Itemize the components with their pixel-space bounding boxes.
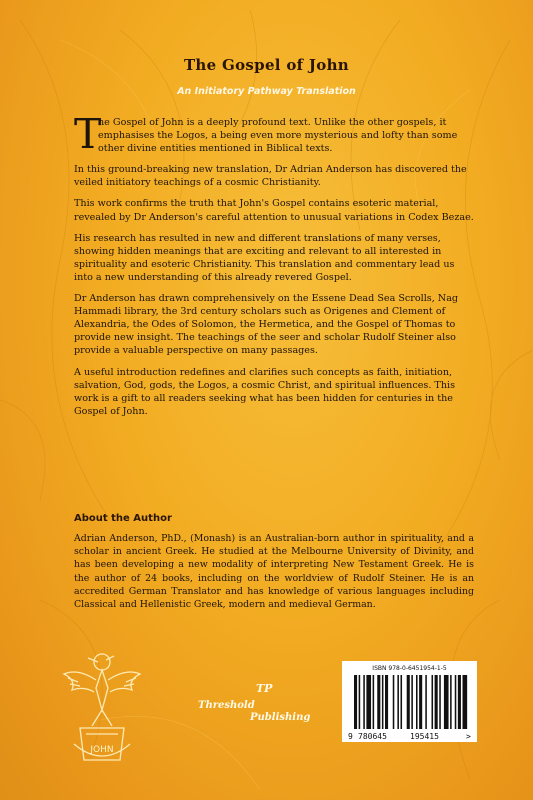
about-author-heading: About the Author: [74, 513, 172, 524]
emblem-text: JOHN: [90, 745, 114, 755]
barcode-bar: [450, 675, 452, 729]
about-author-bio: Adrian Anderson, PhD., (Monash) is an Australian-born author in spirituality, and a scholar in ancient Greek. He studied at the Melbourne University of Divinity, and has been developing a new modality of interpreting New Testament Greek. He is the author of 24 books, including on the worldview of Rudolf Steiner. He is an accredited German Translator and has knowledge of various languages including Classical and Hellenistic Greek, modern and medieval German.: [74, 533, 474, 611]
barcode-bar: [455, 675, 457, 729]
barcode-bar: [407, 675, 410, 729]
blurb: [74, 110, 474, 426]
barcode-bar: [385, 675, 388, 729]
barcode-bar: [377, 675, 380, 729]
publisher-logo: [196, 678, 326, 726]
barcode-bar: [458, 675, 461, 729]
barcode-bar: [366, 675, 371, 729]
barcode-bar: [359, 675, 361, 729]
barcode-bar: [435, 675, 438, 729]
barcode-digit-end: >: [466, 732, 471, 741]
barcode-bar: [397, 675, 399, 729]
barcode-bar: [363, 675, 365, 729]
eagle-emblem-icon: [58, 648, 146, 778]
blurb-paragraph-3: This work confirms the truth that John's Gospel contains esoteric material, revealed by Dr Anderson's careful attention to unusual variations in Codex Bezae.: [74, 198, 474, 223]
drop-cap: T: [74, 110, 102, 158]
barcode-panel: [342, 661, 477, 742]
barcode-bar: [425, 675, 427, 729]
barcode-icon: [342, 673, 477, 742]
blurb-paragraph-2: In this ground-breaking new translation, Dr Adrian Anderson has discovered the veiled initiatory teachings of a cosmic Christianity.: [74, 164, 467, 189]
barcode-bar: [444, 675, 449, 729]
blurb-paragraph-6: A useful introduction redefines and clarifies such concepts as faith, initiation, salvation, God, gods, the Logos, a cosmic Christ, and spiritual influences. This work is a gift to all readers seeking what has been hidden for centuries in the Gospel of John.: [74, 366, 455, 417]
barcode-bar: [393, 675, 395, 729]
book-title: The Gospel of John: [183, 56, 350, 74]
barcode-bar: [373, 675, 375, 729]
publisher-name-line-2: Publishing: [250, 712, 311, 723]
barcode-bar: [439, 675, 441, 729]
book-subtitle: An Initiatory Pathway Translation: [177, 86, 356, 97]
barcode-digit-first: 9: [348, 732, 353, 741]
barcode-bar: [411, 675, 413, 729]
barcode-digits-right: 195415: [410, 732, 439, 741]
barcode-bar: [354, 675, 357, 729]
isbn-label: ISBN 978-0-6451954-1-5: [372, 665, 447, 672]
publisher-mark: TP: [256, 682, 273, 695]
blurb-paragraph-1: [74, 110, 474, 158]
blurb-paragraph-5: Dr Anderson has drawn comprehensively on the Essene Dead Sea Scrolls, Nag Hammadi library, the 3rd century scholars such as Origenes and Clement of Alexandria, the Odes of Solomon, the Hermetica, and the Gospel of Thomas to provide new insight. The teachings of the seer and scholar Rudolf Steiner also provide a valuable perspective on many passages.: [74, 293, 459, 357]
barcode-bar: [432, 675, 434, 729]
barcode-bar: [382, 675, 384, 729]
barcode-bar: [416, 675, 418, 729]
blurb-paragraph-4: His research has resulted in new and different translations of many verses, showing hidden meanings that are exciting and relevant to all interested in spirituality and esoteric Christianity. This translation and commentary lead us into a new understanding of this already revered Gospel.: [74, 232, 455, 283]
barcode-bar: [419, 675, 422, 729]
publisher-name-line-1: Threshold: [198, 700, 255, 711]
blurb-paragraph-1-text: he Gospel of John is a deeply profound text. Unlike the other gospels, it emphasises the Logos, a being even more mysterious and lofty than some other divine entities mentioned in Biblical texts.: [98, 117, 458, 155]
barcode-bar: [463, 675, 468, 729]
barcode-bar: [401, 675, 403, 729]
barcode-digits-left: 780645: [358, 732, 387, 741]
